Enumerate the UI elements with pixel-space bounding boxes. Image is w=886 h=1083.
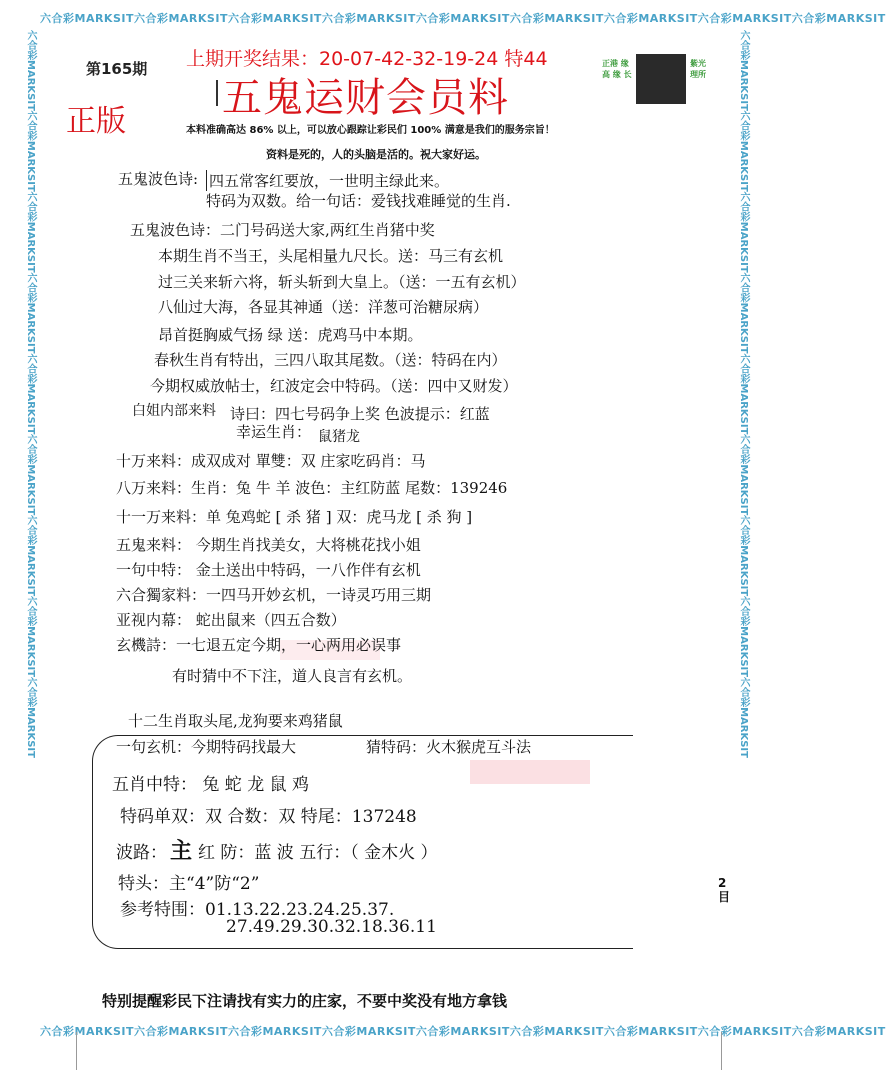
logo <box>602 52 712 106</box>
slogan-line-2: 资料是死的，人的头脑是活的。祝大家好运。 <box>266 148 486 161</box>
line-text: 今期权威放帖士，红波定会中特码。（送：四中又财发） <box>150 377 518 395</box>
line-text: 十一万来料：单 兔鸡蛇 [ 杀 猪 ] 双：虎马龙 [ 杀 狗 ] <box>116 508 473 526</box>
line-text: 玄機詩：一七退五定今期，一心两用必误事 <box>116 636 402 654</box>
line-text: 五鬼波色诗: <box>118 170 199 188</box>
issue-number: 第165期 <box>86 60 148 78</box>
line-text: 本期生肖不当王，头尾相量九尺长。送：马三有玄机 <box>158 247 504 265</box>
watermark-top: 六合彩MARKSIT六合彩MARKSIT六合彩MARKSIT六合彩MARKSIT六合彩MARKSIT六合彩MARKSIT六合彩MARKSIT六合彩MARKSIT六合彩MARKSIT <box>40 12 886 25</box>
line-text: 有时猜中不下注，道人良言有玄机。 <box>172 667 413 685</box>
line-text: 特码为双数。给一句话：爱钱找难睡觉的生肖. <box>206 192 511 210</box>
line-text: 四五常客红要放，一世明主绿此来。 <box>206 170 449 191</box>
box-line: 猜特码：火木猴虎互斗法 <box>366 738 532 756</box>
watermark-bottom: 六合彩MARKSIT六合彩MARKSIT六合彩MARKSIT六合彩MARKSIT六合彩MARKSIT六合彩MARKSIT六合彩MARKSIT六合彩MARKSIT六合彩MARKSIT <box>40 1025 886 1038</box>
line-text: 春秋生肖有特出，三四八取其尾数。（送：特码在内） <box>154 351 507 369</box>
line-text: 五鬼来料： 今期生肖找美女，大将桃花找小姐 <box>116 536 421 554</box>
line-text: 昂首挺胸威气扬 绿 送：虎鸡马中本期。 <box>158 326 423 344</box>
box-line: 特头：主“4”防“2” <box>118 874 260 894</box>
line-text: 六合獨家料：一四马开妙玄机，一诗灵巧用三期 <box>116 586 432 604</box>
line-text: 鼠猪龙 <box>318 429 360 445</box>
logo-text-left: 正港 缘高 缘 长 <box>602 59 632 79</box>
slogan-line-1: 本料准确高达 86% 以上，可以放心跟踪让彩民们 100% 满意是我们的服务宗旨！ <box>186 125 555 136</box>
logo-image <box>636 54 686 104</box>
line-text: 诗曰：四七号码争上奖 色波提示：红蓝 <box>230 405 490 423</box>
box-line: 27.49.29.30.32.18.36.11 <box>226 917 437 937</box>
watermark-left: 六合彩MARKSIT六合彩MARKSIT六合彩MARKSIT六合彩MARKSIT六合彩MARKSIT六合彩MARKSIT六合彩MARKSIT六合彩MARKSIT六合彩MARKSIT <box>25 30 36 758</box>
box-line: 参考特围：01.13.22.23.24.25.37. <box>120 900 395 920</box>
line-text: 一句中特： 金土送出中特码，一八作伴有玄机 <box>116 561 421 579</box>
line-text: 亚视内幕： 蛇出鼠来（四五合数） <box>116 611 346 629</box>
line-text: 五鬼波色诗：二门号码送大家,两红生肖猪中奖 <box>130 221 435 239</box>
line-text: 八仙过大海，各显其神通（送：洋葱可治糖尿病） <box>158 298 489 316</box>
box-line: 波路： <box>116 843 167 863</box>
line-text: 十二生肖取头尾,龙狗要来鸡猪鼠 <box>128 712 343 730</box>
logo-text-right: 紫光 理所 <box>690 59 706 79</box>
page-bottom-edge <box>76 1032 722 1070</box>
box-line: 一句玄机：今期特码找最大 <box>116 738 297 756</box>
genuine-stamp: 正版 <box>66 104 126 139</box>
page-title: 五鬼运财会员料 <box>222 75 509 121</box>
line-text: 白姐内部来料 <box>132 403 216 419</box>
line-text: 过三关来斩六将，斩头斩到大皇上。（送：一五有玄机） <box>158 273 526 291</box>
line-text: 八万来料：生肖：兔 牛 羊 波色：主红防蓝 尾数：139246 <box>116 479 508 497</box>
box-line: 主 <box>170 838 193 864</box>
page-number: 2 目 <box>718 876 731 904</box>
line-text: 十万来料：成双成对 單雙：双 庄家吃码肖：马 <box>116 452 426 470</box>
box-line: 特码单双：双 合数：双 特尾：137248 <box>120 807 417 827</box>
footer-notice: 特别提醒彩民下注请找有实力的庄家，不要中奖没有地方拿钱 <box>102 992 508 1010</box>
watermark-right: 六合彩MARKSIT六合彩MARKSIT六合彩MARKSIT六合彩MARKSIT六合彩MARKSIT六合彩MARKSIT六合彩MARKSIT六合彩MARKSIT六合彩MARKSIT <box>738 30 749 758</box>
box-line: 五肖中特： 兔 蛇 龙 鼠 鸡 <box>112 775 310 795</box>
title-divider <box>216 80 218 106</box>
last-draw-result: 上期开奖结果：20-07-42-32-19-24 特44 <box>186 48 548 70</box>
box-line: 红 防：蓝 波 五行：（ 金木火 ） <box>198 843 438 863</box>
line-text: 幸运生肖： <box>236 423 312 441</box>
